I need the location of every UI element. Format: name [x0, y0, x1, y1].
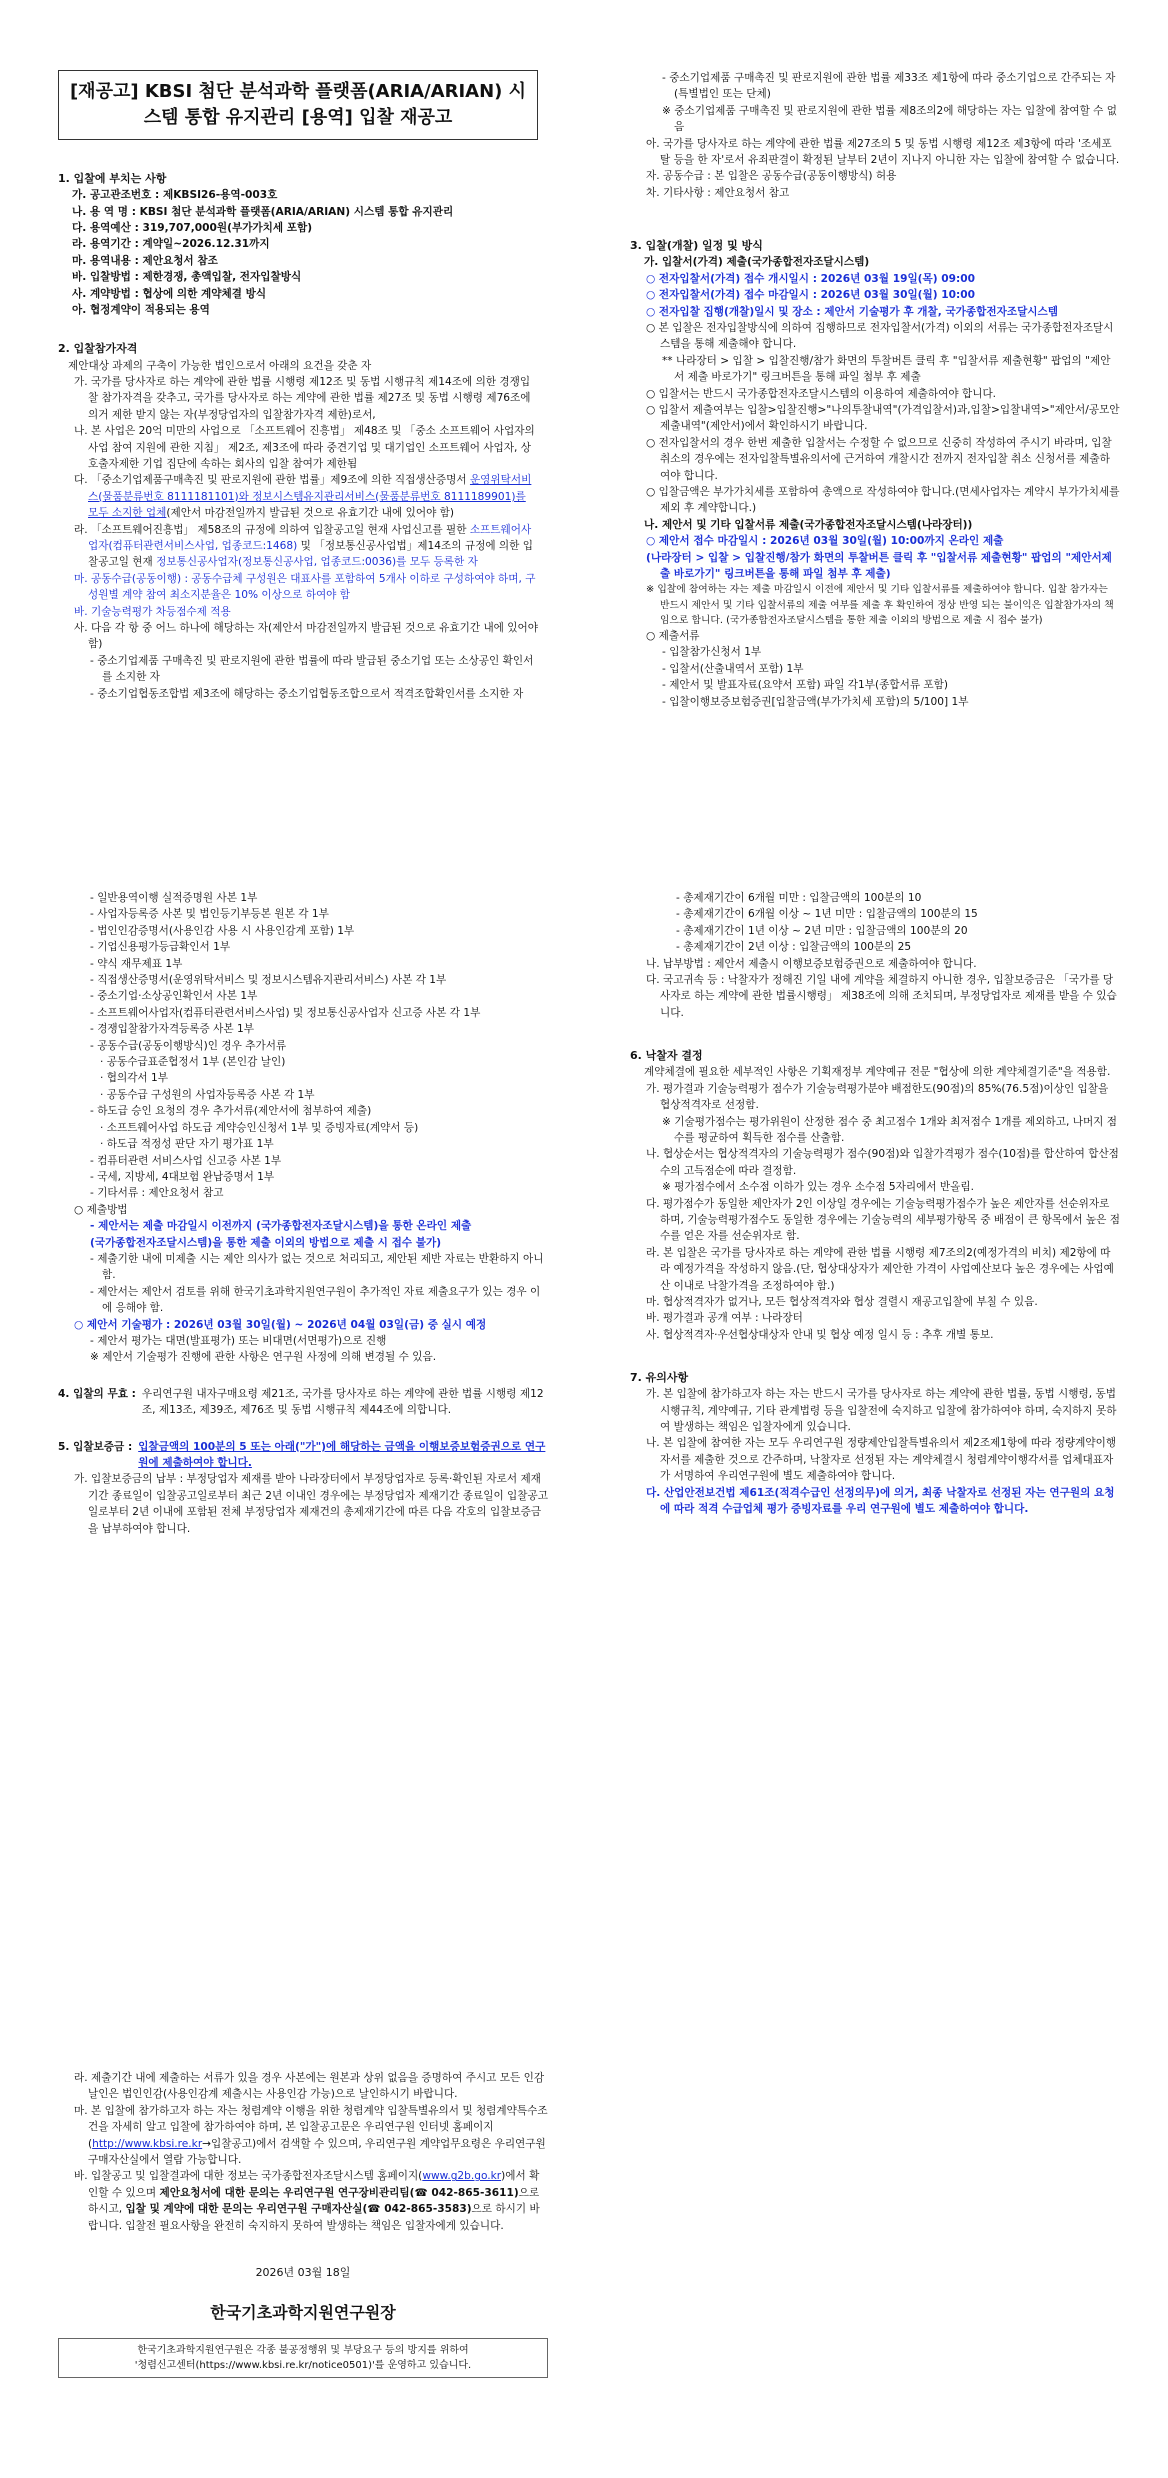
- g2b-link[interactable]: www.g2b.go.kr: [422, 2170, 502, 2183]
- s3-bullet-3: ○ 전자입찰 집행(개찰)일시 및 장소 : 제안서 기술평가 후 개찰, 국가종합전자조달시스템: [646, 305, 1059, 318]
- s2-sa-1: - 중소기업제품 구매촉진 및 판로지원에 관한 법률에 따라 발급된 중소기업 또는 소상공인 확인서를 소지한 자: [90, 654, 534, 684]
- doc-item: - 하도급 승인 요청의 경우 추가서류(제안서에 첨부하여 제출): [90, 1105, 372, 1118]
- s2-ra: [58, 522, 538, 571]
- submit-method-2: (국가종합전자조달시스템)을 통한 제출 이외의 방법으로 제출 시 접수 불가): [90, 1236, 442, 1249]
- s2-ra-highlight2: 정보통신공사업자(정보통신공사업, 업종코드:0036)를 모두 등록한 자: [156, 556, 478, 569]
- tech-eval-2: ※ 제안서 기술평가 진행에 관한 사항은 연구원 사정에 의해 변경될 수 있음.: [90, 1351, 437, 1364]
- doc-item: - 경쟁입찰참가자격등록증 사본 1부: [90, 1023, 254, 1036]
- footer-line-2: '청렴신고센터(https://www.kbsi.re.kr/notice0501)'를 운영하고 있습니다.: [134, 2359, 472, 2371]
- doc-item: - 사업자등록증 사본 및 법인등기부등본 원본 각 1부: [90, 908, 329, 921]
- r-top-1: - 중소기업제품 구매촉진 및 판로지원에 관한 법률 제33조 제1항에 따라 중소기업으로 간주되는 자(특별법인 또는 단체): [662, 72, 1116, 101]
- lbot-ba-text4: 으로 하시기 바랍니다. 입찰전 필요사항을 완전히 숙지하지 못하여 발생하는 책임은 입찰자에게 있습니다.: [88, 2203, 540, 2232]
- s2-ba: 바. 기술능력평가 차등점수제 적용: [74, 605, 231, 618]
- s2-da-highlight: 운영위탁서비스(물품분류번호 8111181101)와 정보시스템유지관리서비스(물품분류번호 8111189901)를 모두 소지한 업체: [88, 474, 532, 520]
- section-7-heading: 7. 유의사항: [630, 1371, 689, 1385]
- s6-da: 다. 평가점수가 동일한 제안자가 2인 이상일 경우에는 기술능력평가점수가 높은 제안자를 선순위자로 하며, 기술능력평가점수도 동일한 경우에는 기술능력의 세부평가항목 중 배점이 큰 항목에서 높은 점수를 얻은 자를 선순위자로 함.: [646, 1197, 1120, 1243]
- s6-ma: 마. 협상적격자가 없거나, 모든 협상적격자와 협상 결렬시 재공고입찰에 부칠 수 있음.: [646, 1295, 1038, 1308]
- s7-na: 나. 본 입찰에 참여한 자는 모두 우리연구원 정량제안입찰특별유의서 제2조제1항에 따라 정량계약이행자서를 제출한 것으로 간주하며, 낙찰자로 선정된 자는 계약체결시 청렴계약이행각서를 업체대표자가 서명하여 우리연구원에 별도 제출하여야 합니다.: [646, 1437, 1117, 1483]
- s1-item: 가. 공고관조번호 : 제KBSI26-용역-003호: [72, 189, 278, 202]
- s3-doc: - 입찰이행보증보험증권[입찰금액(부가가치세 포함)의 5/100] 1부: [662, 695, 969, 708]
- section-1-heading: 1. 입찰에 부치는 사항: [58, 172, 167, 186]
- doc-subitem: · 소프트웨어사업 하도급 계약승인신청서 1부 및 증빙자료(계약서 등): [100, 1121, 419, 1134]
- section-4-heading: 4. 입찰의 무효 :: [58, 1387, 136, 1400]
- s5-list: - 총제재기간이 6개월 이상 ~ 1년 미만 : 입찰금액의 100분의 15: [676, 908, 978, 921]
- s1-item: 다. 용역예산 : 319,707,000원(부가가치세 포함): [72, 222, 313, 235]
- section-4: [58, 1386, 548, 1419]
- s3-na-2: (나라장터 > 입찰 > 입찰진행/참가 화면의 투찰버튼 클릭 후 "입찰서류 제출현황" 팝업의 "제안서제출 바로가기" 링크버튼을 통해 파일 첨부 후 제출): [646, 551, 1112, 581]
- s2-ra-text2: 및 「정보통신공사업법」제14조의 규정에 의한 입찰공고일 현재: [88, 540, 533, 569]
- lbot-ba: [58, 2168, 548, 2234]
- s3-na-4: ○ 제출서류: [646, 629, 700, 642]
- r-top-2: ※ 중소기업제품 구매촉진 및 판로지원에 관한 법률 제8조의2에 해당하는 자는 입찰에 참여할 수 없음: [662, 104, 1118, 134]
- right-column-1: [630, 70, 1120, 710]
- s5-na: 나. 납부방법 : 제안서 제출시 이행보증보험증권으로 제출하여야 합니다.: [646, 957, 977, 970]
- s1-item: 바. 입찰방법 : 제한경쟁, 총액입찰, 전자입찰방식: [72, 271, 302, 284]
- doc-item: - 중소기업·소상공인확인서 사본 1부: [90, 990, 258, 1003]
- submit-method-label: ○ 제출방법: [74, 1203, 128, 1216]
- lbot-ma-text2: →입찰공고)에서 검색할 수 있으며, 우리연구원 계약업무요령은 우리연구원 구매자산실에서 열람 가능합니다.: [88, 2137, 546, 2167]
- left-column-3: [58, 2070, 548, 2378]
- s6-ga: 가. 평가결과 기술능력평가 점수가 기술능력평가분야 배점한도(90점)의 85%(76.5점)이상인 입찰을 협상적격자로 선정함.: [646, 1082, 1109, 1112]
- left-column-1: [58, 70, 538, 702]
- s3-bullet-7: ○ 입찰서 제출여부는 입찰>입찰진행>"나의투찰내역"(가격입찰서)과,입찰>입찰내역>"제안서/공모안 제출내역"(제안서)에서 확인하시기 바랍니다.: [646, 403, 1120, 433]
- doc-item: - 기업신용평가등급확인서 1부: [90, 941, 231, 954]
- s3-ga: 가. 입찰서(가격) 제출(국가종합전자조달시스템): [644, 256, 870, 269]
- s3-na-3: ※ 입찰에 참여하는 자는 제출 마감일시 이전에 제안서 및 기타 입찰서류를 제출하여야 합니다. 입찰 참가자는 반드시 제안서 및 기타 입찰서류의 제출 여부를 제출 후 확인하여 정상 반영 되는 불이익은 입찰참가자의 책임으로 합니다. (국가종합전자조달시스템을 통한 제출 이외의 방법으로 제출 시 접수 불가): [646, 584, 1114, 626]
- page-2: [0, 890, 1168, 1990]
- s7-da: 다. 산업안전보건법 제61조(적격수급인 선정의무)에 의거, 최종 낙찰자로 선정된 자는 연구원의 요청에 따라 적격 수급업체 평가 증빙자료를 우리 연구원에 별도 제출하여야 합니다.: [646, 1486, 1115, 1516]
- doc-subitem: · 하도급 적정성 판단 자기 평가표 1부: [100, 1138, 274, 1151]
- lbot-ra: 라. 제출기간 내에 제출하는 서류가 있을 경우 사본에는 원본과 상위 없음을 증명하여 주시고 모든 인감날인은 법인인감(사용인감계 제출시는 사용인감 가능)으로 날인하시기 바랍니다.: [74, 2072, 545, 2101]
- s1-item: 사. 계약방법 : 협상에 의한 계약체결 방식: [72, 287, 267, 300]
- right-column-2: [630, 890, 1120, 1518]
- r-top-4: 자. 공동수급 : 본 입찰은 공동수급(공동이행방식) 허용: [646, 170, 897, 183]
- lbot-ma-text: 마. 본 입찰에 참가하고자 하는 자는 청렴계약 이행을 위한 청렴계약 입찰특별유의서 및 청렴계약특수조건을 자세히 알고 입찰에 참가하여야 하며, 본 입찰공고문은 우리연구원 인터넷 홈페이지(: [74, 2104, 548, 2150]
- footer-line-1: 한국기초과학지원연구원은 각종 불공정행위 및 부당요구 등의 방지를 위하여: [137, 2344, 469, 2356]
- s3-bullet-8: ○ 전자입찰서의 경우 한번 제출한 입찰서는 수정할 수 없으므로 신중히 작성하여 주시기 바라며, 입찰취소의 경우에는 전자입찰특별유의서에 근거하여 개찰시간 전까지 전자입찰 취소 신청서를 제출하여야 합니다.: [646, 436, 1112, 482]
- r-top-3: 아. 국가를 당사자로 하는 계약에 관한 법률 제27조의 5 및 동법 시행령 제12조 제3항에 따라 '조세포탈 등을 한 자'로서 유죄판결이 확정된 날부터 2년이 지나지 아니한 자는 입찰에 참여할 수 없습니다.: [646, 137, 1120, 167]
- doc-item: - 법인인감증명서(사용인감 사용 시 사용인감계 포함) 1부: [90, 924, 355, 937]
- lbot-ba-text: 바. 입찰공고 및 입찰결과에 대한 정보는 국가종합전자조달시스템 홈페이지(: [74, 2170, 423, 2183]
- s6-na: 나. 협상순서는 협상적격자의 기술능력평가 점수(90점)와 입찰가격평가 점수(10점)를 합산하여 합산점수의 고득점순에 따라 결정함.: [646, 1148, 1119, 1177]
- s5-list: - 총제재기간이 6개월 미만 : 입찰금액의 100분의 10: [676, 892, 922, 904]
- s3-doc: - 제안서 및 발표자료(요약서 포함) 파일 각1부(종합서류 포함): [662, 679, 949, 692]
- s3-bullet-6: ○ 입찰서는 반드시 국가종합전자조달시스템의 이용하여 제출하여야 합니다.: [646, 387, 997, 400]
- s2-na: 나. 본 사업은 20억 미만의 사업으로 「소프트웨어 진흥법」 제48조 및 「중소 소프트웨어 사업자의 사업 참여 지원에 관한 지침」 제2조, 제3조에 따라 중견기업 및 대기업인 소프트웨어 사업자, 상호출자제한 기업 집단에 속하는 회사의 입찰 참여가 제한됨: [74, 425, 535, 470]
- page-1: [0, 0, 1168, 820]
- s6-sa: 사. 협상적격자·우선협상대상자 안내 및 협상 예정 일시 등 : 추후 개별 통보.: [646, 1328, 994, 1341]
- doc-item: - 기타서류 : 제안요청서 참고: [90, 1187, 224, 1200]
- s1-item: 아. 협정계약이 적용되는 용역: [72, 304, 210, 317]
- section-5: [58, 1439, 548, 1472]
- s6-intro: 계약체결에 필요한 세부적인 사항은 기획재정부 계약예규 전문 "협상에 의한 계약체결기준"을 적용함.: [644, 1066, 1111, 1079]
- s2-intro: 제안대상 과제의 구축이 가능한 법인으로서 아래의 요건을 갖춘 자: [68, 359, 372, 372]
- submit-method-1: - 제안서는 제출 마감일시 이전까지 (국가종합전자조달시스템)을 통한 온라인 제출: [90, 1220, 472, 1233]
- section-5-heading: 5. 입찰보증금 :: [58, 1440, 133, 1453]
- tech-eval-1: - 제안서 평가는 대면(발표평가) 또는 비대면(서면평가)으로 진행: [90, 1334, 387, 1347]
- s2-sa-2: - 중소기업협동조합법 제3조에 해당하는 중소기업협동조합으로서 적격조합확인서를 소지한 자: [90, 687, 524, 700]
- s2-ra-text: 라. 「소프트웨어진흥법」 제58조의 규정에 의하여 입찰공고일 현재 사업신고를 필한: [74, 523, 470, 536]
- submit-method-3: - 제출기한 내에 미제출 시는 제안 의사가 없는 것으로 처리되고, 제안된 제반 자료는 반환하지 아니함.: [90, 1252, 544, 1282]
- s1-item: 나. 용 역 명 : KBSI 첨단 분석과학 플랫폼(ARIA/ARIAN) 시스템 통합 유지관리: [72, 205, 454, 218]
- s5-list: - 총제재기간이 2년 이상 : 입찰금액의 100분의 25: [676, 941, 912, 954]
- s6-na-note: ※ 평가점수에서 소수점 이하가 있는 경우 소수점 5자리에서 반올림.: [662, 1181, 974, 1194]
- lbot-ba-contact2: 입찰 및 계약에 대한 문의는 우리연구원 구매자산실(☎ 042-865-3583): [125, 2203, 472, 2216]
- s3-bullet-5: ** 나라장터 > 입찰 > 입찰진행/참가 화면의 투찰버튼 클릭 후 "입찰서류 제출현황" 팝업의 "제안서 제출 바로가기" 링크버튼을 통해 파일 첨부 후 제출: [662, 354, 1111, 384]
- doc-item: - 국세, 지방세, 4대보험 완납증명서 1부: [90, 1170, 275, 1183]
- lbot-ma: [58, 2103, 548, 2169]
- doc-item: - 컴퓨터관련 서비스사업 신고증 사본 1부: [90, 1154, 282, 1167]
- s3-bullet-4: ○ 본 입찰은 전자입찰방식에 의하여 집행하므로 전자입찰서(가격) 이외의 서류는 국가종합전자조달시스템을 통해 제출해야 합니다.: [646, 321, 1114, 351]
- lbot-ba-contact1: 제안요청서에 대한 문의는 우리연구원 연구장비관리팀(☎ 042-865-3611): [159, 2186, 519, 2199]
- integrity-footer: [58, 2338, 548, 2378]
- s3-doc: - 입찰서(산출내역서 포함) 1부: [662, 662, 804, 675]
- notice-title: [재공고] KBSI 첨단 분석과학 플랫폼(ARIA/ARIAN) 시스템 통합 유지관리 [용역] 입찰 재공고: [58, 70, 538, 140]
- section-6-heading: 6. 낙찰자 결정: [630, 1049, 703, 1063]
- s3-na-1: ○ 제안서 접수 마감일시 : 2026년 03월 30일(월) 10:00까지 온라인 제출: [646, 535, 1004, 548]
- s7-ga: 가. 본 입찰에 참가하고자 하는 자는 반드시 국가를 당사자로 하는 계약에 관한 법률, 동법 시행령, 동법 시행규칙, 계약예규, 기타 관계법령 등을 입찰전에 숙지하고 입찰에 참가하여야 하며, 숙지하지 못하여 발생하는 책임은 입찰자에게 있습니다.: [646, 1388, 1117, 1434]
- doc-item: - 공동수급(공동이행방식)인 경우 추가서류: [90, 1039, 287, 1052]
- doc-item: - 소프트웨어사업자(컴퓨터관련서비스사업) 및 정보통신공사업자 신고증 사본 각 1부: [90, 1006, 481, 1019]
- s2-ma: 마. 공동수급(공동이행) : 공동수급체 구성원은 대표사를 포함하여 5개사 이하로 구성하여야 하며, 구성원별 계약 참여 최소지분율은 10% 이상으로 하여야 함: [74, 572, 536, 602]
- s2-da: [58, 472, 538, 521]
- submit-method-4: - 제안서는 제안서 검토를 위해 한국기초과학지원연구원이 추가적인 자료 제출요구가 있는 경우 이에 응해야 함.: [90, 1285, 541, 1315]
- doc-subitem: · 공동수급 구성원의 사업자등록증 사본 각 1부: [100, 1088, 315, 1101]
- page-3: [0, 2070, 1168, 2470]
- section-3-heading: 3. 입찰(개찰) 일정 및 방식: [630, 239, 763, 253]
- notice-date: 2026년 03월 18일: [255, 2266, 351, 2280]
- s1-item: 라. 용역기간 : 계약일~2026.12.31까지: [72, 238, 270, 251]
- section-5-highlight: 입찰금액의 100분의 5 또는 아래("가")에 해당하는 금액을 이행보증보험증권으로 연구원에 제출하여야 합니다.: [138, 1440, 546, 1469]
- left-column-2: [58, 890, 548, 1537]
- doc-item: - 약식 재무제표 1부: [90, 957, 183, 970]
- section-4-text: 우리연구원 내자구매요령 제21조, 국가를 당사자로 하는 계약에 관한 법률 시행령 제12조, 제13조, 제39조, 제76조 및 동법 시행규칙 제44조에 의합니다.: [141, 1387, 544, 1417]
- s3-bullet-1: ○ 전자입찰서(가격) 접수 개시일시 : 2026년 03월 19일(목) 09:00: [646, 272, 976, 285]
- s2-ra-highlight: 소프트웨어사업자(컴퓨터관련서비스사업, 업종코드:1468): [88, 523, 532, 552]
- lbot-ba-text3: 으로 하시고,: [88, 2186, 540, 2216]
- doc-item: - 직접생산증명서(운영위탁서비스 및 정보시스템유지관리서비스) 사본 각 1부: [90, 974, 447, 987]
- r-top-5: 차. 기타사항 : 제안요청서 참고: [646, 186, 790, 199]
- s3-doc: - 입찰참가신청서 1부: [662, 646, 762, 659]
- doc-item: - 일반용역이행 실적증명원 사본 1부: [90, 892, 258, 904]
- section-1-list: [58, 187, 538, 318]
- kbsi-homepage-link[interactable]: http://www.kbsi.re.kr: [92, 2137, 203, 2150]
- s2-ga: 가. 국가를 당사자로 하는 계약에 관한 법률 시행령 제12조 및 동법 시행규칙 제14조에 의한 경쟁입찰 참가자격을 갖추고, 국가를 당사자로 하는 계약에 관한 법률 제27조 및 동법 시행령 제76조에 의거 제한 받지 않는 자(부정당업자의 입찰참가자격 제한)로서,: [74, 375, 531, 421]
- s2-sa: 사. 다음 각 항 중 어느 하나에 해당하는 자(제안서 마감전일까지 발급된 것으로 유효기간 내에 있어야 함): [74, 622, 538, 651]
- s3-bullet-2: ○ 전자입찰서(가격) 접수 마감일시 : 2026년 03월 30일(월) 10:00: [646, 289, 976, 302]
- s2-da-text: 다. 「중소기업제품구매촉진 및 판로지원에 관한 법률」제9조에 의한 직접생산증명서: [74, 474, 470, 487]
- s6-ba: 바. 평가결과 공개 여부 : 나라장터: [646, 1312, 803, 1325]
- lbot-ba-text2: )에서 확인할 수 있으며: [88, 2170, 540, 2199]
- s3-na: 나. 제안서 및 기타 입찰서류 제출(국가종합전자조달시스템(나라장터)): [644, 518, 973, 531]
- s5-list: - 총제재기간이 1년 이상 ~ 2년 미만 : 입찰금액의 100분의 20: [676, 924, 968, 937]
- tech-eval: ○ 제안서 기술평가 : 2026년 03월 30일(월) ~ 2026년 04월 03일(금) 중 실시 예정: [74, 1318, 487, 1331]
- s5-da: 다. 국고귀속 등 : 낙찰자가 정해진 기일 내에 계약을 체결하지 아니한 경우, 입찰보증금은 「국가를 당사자로 하는 계약에 관한 법률시행령」 제38조에 의해 조치되며, 부정당업자로 제재를 받을 수 있습니다.: [646, 974, 1117, 1019]
- s2-da-note: (제안서 마감전일까지 발급된 것으로 유효기간 내에 있어야 함): [166, 507, 455, 520]
- s6-ra: 라. 본 입찰은 국가를 당사자로 하는 계약에 관한 법률 시행령 제7조의2(예정가격의 비치) 제2항에 따라 예정가격을 작성하지 않음.(단, 협상대상자가 제안한 가격이 사업예산보다 높은 경우에는 사업예산 이내로 낙찰가격을 조정하여야 함.): [646, 1246, 1114, 1292]
- issuer-name: 한국기초과학지원연구원장: [210, 2303, 396, 2323]
- s5-ga: 가. 입찰보증금의 납부 : 부정당업자 제재를 받아 나라장터에서 부정당업자로 등록·확인된 자로서 제재기간 종료일이 입찰공고일로부터 최근 2년 이내인 경우에는 부정당업자 제재기간 종료일이 입찰공고일로부터 2년 이내에 포함된 전체 부정당업자 제재건의 총제재기간에 따른 다음 각호의 입찰보증금을 납부하여야 합니다.: [74, 1473, 548, 1535]
- s6-ga-note: ※ 기술평가점수는 평가위원이 산정한 점수 중 최고점수 1개와 최저점수 1개를 제외하고, 나머지 점수를 평균하여 획득한 점수를 산출함.: [662, 1115, 1118, 1144]
- section-2-heading: 2. 입찰참가자격: [58, 342, 138, 356]
- doc-subitem: · 협의각서 1부: [100, 1072, 169, 1085]
- s3-bullet-9: ○ 입찰금액은 부가가치세를 포함하여 총액으로 작성하여야 합니다.(면세사업자는 계약시 부가가치세를 제외 후 계약합니다.): [646, 485, 1120, 515]
- s1-item: 마. 용역내용 : 제안요청서 참조: [72, 254, 218, 267]
- doc-subitem: · 공동수급표준협정서 1부 (본인감 날인): [100, 1056, 286, 1069]
